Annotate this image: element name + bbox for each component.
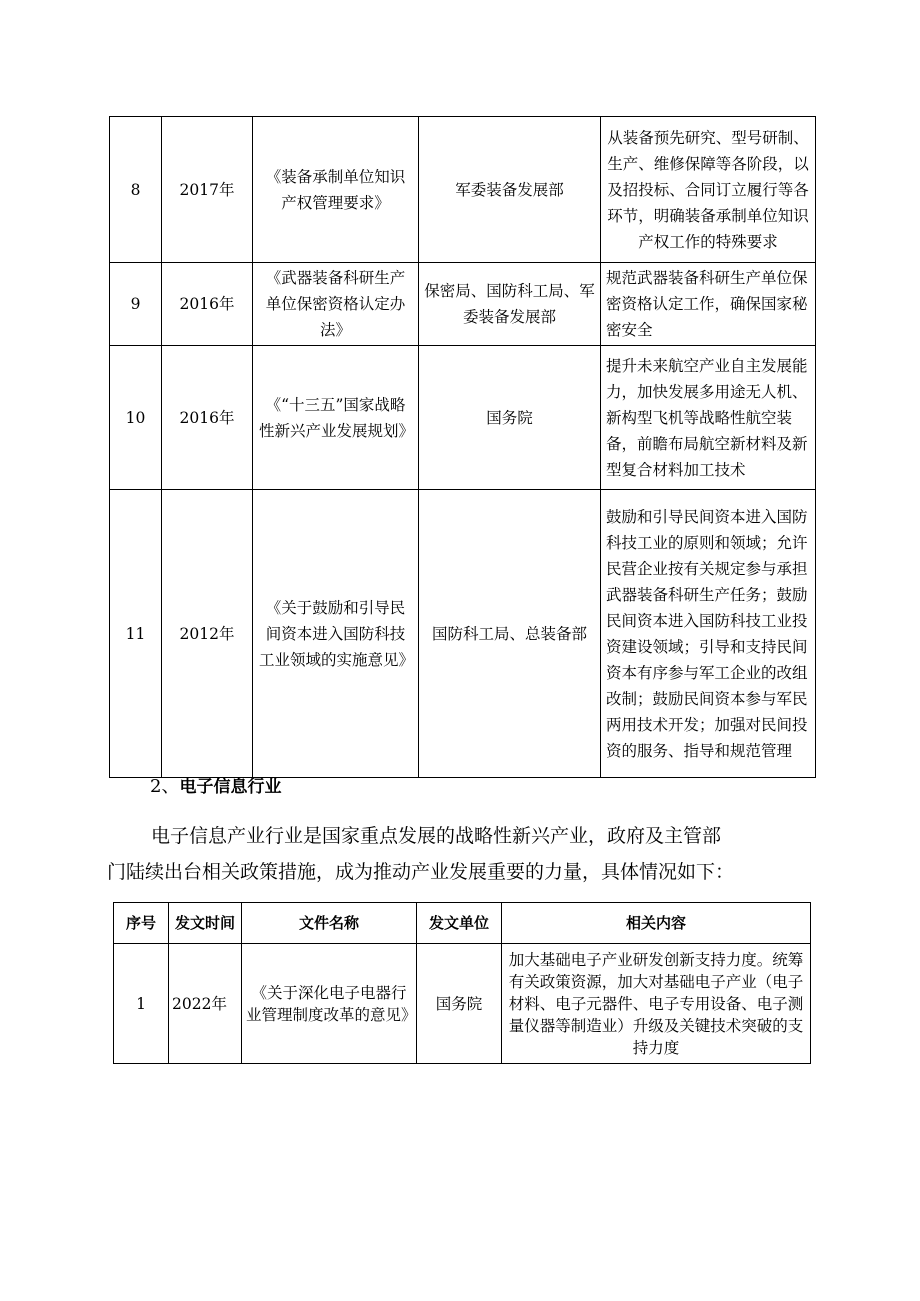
- row-content: 从装备预先研究、型号研制、生产、维修保障等各阶段，以及招投标、合同订立履行等各环节，明确装备承制单位知识产权工作的特殊要求: [601, 117, 816, 263]
- section-number: 2、: [150, 776, 180, 797]
- header-issuer: 发文单位: [417, 903, 502, 944]
- row-year: 2012年: [162, 490, 253, 778]
- table-row: [110, 490, 816, 778]
- row-issuer: 保密局、国防科工局、军委装备发展部: [419, 263, 601, 346]
- row-year: 2016年: [162, 263, 253, 346]
- row-content: 加大基础电子产业研发创新支持力度。统筹有关政策资源，加大对基础电子产业（电子材料、电子元器件、电子专用设备、电子测量仪器等制造业）升级及关键技术突破的支持力度: [502, 944, 811, 1064]
- header-name: 文件名称: [242, 903, 417, 944]
- row-number: 10: [110, 346, 162, 490]
- section-paragraph: [107, 818, 807, 890]
- row-content: 规范武器装备科研生产单位保密资格认定工作，确保国家秘密安全: [601, 263, 816, 346]
- row-number: 8: [110, 117, 162, 263]
- row-content: 鼓励和引导民间资本进入国防科技工业的原则和领域；允许民营企业按有关规定参与承担武器装备科研生产任务；鼓励民间资本进入国防科技工业投资建设领域；引导和支持民间资本有序参与军工企业的改组改制；鼓励民间资本参与军民两用技术开发；加强对民间投资的服务、指导和规范管理: [601, 490, 816, 778]
- policy-table-electronics: [113, 902, 811, 1064]
- row-document-title: 《“十三五”国家战略性新兴产业发展规划》: [253, 346, 419, 490]
- row-issuer: 军委装备发展部: [419, 117, 601, 263]
- table-header-row: [114, 903, 811, 944]
- table-row: [110, 346, 816, 490]
- row-number: 9: [110, 263, 162, 346]
- table-row: [114, 944, 811, 1064]
- row-document-title: 《关于鼓励和引导民间资本进入国防科技工业领域的实施意见》: [253, 490, 419, 778]
- paragraph-line-1: 电子信息产业行业是国家重点发展的战略性新兴产业，政府及主管部: [151, 825, 722, 847]
- row-document-title: 《武器装备科研生产单位保密资格认定办法》: [253, 263, 419, 346]
- row-year: 2017年: [162, 117, 253, 263]
- section-title: 电子信息行业: [179, 777, 282, 797]
- row-year: 2016年: [162, 346, 253, 490]
- row-content: 提升未来航空产业自主发展能力，加快发展多用途无人机、新构型飞机等战略性航空装备，前瞻布局航空新材料及新型复合材料加工技术: [601, 346, 816, 490]
- table-row: [110, 263, 816, 346]
- paragraph-line-2: 门陆续出台相关政策措施，成为推动产业发展重要的力量，具体情况如下：: [107, 861, 735, 883]
- row-issuer: 国务院: [417, 944, 502, 1064]
- row-year: 2022年: [169, 944, 242, 1064]
- header-content: 相关内容: [502, 903, 811, 944]
- row-number: 1: [114, 944, 169, 1064]
- table-row: [110, 117, 816, 263]
- row-issuer: 国防科工局、总装备部: [419, 490, 601, 778]
- header-date: 发文时间: [169, 903, 242, 944]
- row-document-title: 《关于深化电子电器行业管理制度改革的意见》: [242, 944, 417, 1064]
- row-number: 11: [110, 490, 162, 778]
- row-issuer: 国务院: [419, 346, 601, 490]
- policy-table-defense: [109, 116, 816, 778]
- section-heading: [150, 772, 281, 798]
- row-document-title: 《装备承制单位知识产权管理要求》: [253, 117, 419, 263]
- header-no: 序号: [114, 903, 169, 944]
